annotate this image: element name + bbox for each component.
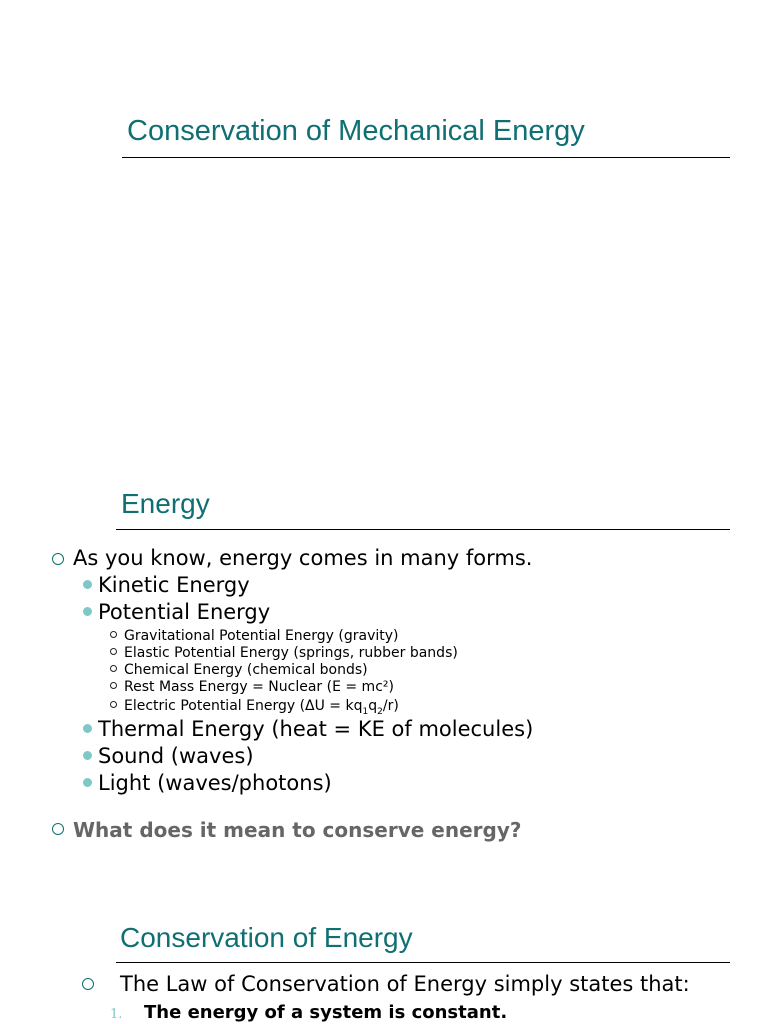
- small-ring-bullet-icon: [110, 665, 117, 672]
- electric-sub-1: 1: [362, 706, 369, 717]
- slide2-title: Energy: [121, 488, 210, 519]
- electric-text-mid: q: [368, 698, 378, 714]
- slide1-title-rule: [122, 157, 730, 158]
- small-ring-bullet-icon: [110, 682, 117, 689]
- electric-text-post: /r): [382, 698, 399, 714]
- slide1-title: Conservation of Mechanical Energy: [127, 115, 585, 147]
- kinetic-energy-item: Kinetic Energy: [98, 573, 250, 597]
- law-intro-text: The Law of Conservation of Energy simply states that:: [120, 972, 690, 996]
- slide3-title-rule: [116, 962, 730, 963]
- ring-bullet-icon: [52, 553, 64, 565]
- potential-subtype-item: Gravitational Potential Energy (gravity): [124, 628, 399, 644]
- ring-bullet-icon: [82, 978, 94, 990]
- dot-bullet-icon: [83, 751, 92, 760]
- dot-bullet-icon: [83, 778, 92, 787]
- dot-bullet-icon: [83, 607, 92, 616]
- slide3-title: Conservation of Energy: [120, 922, 413, 953]
- electric-text-pre: Electric Potential Energy (ΔU = kq: [124, 698, 363, 714]
- intro-text: As you know, energy comes in many forms.: [73, 546, 533, 570]
- potential-subtype-item: Elastic Potential Energy (springs, rubber bands): [124, 645, 458, 661]
- slide2-title-rule: [116, 529, 730, 530]
- small-ring-bullet-icon: [110, 631, 117, 638]
- thermal-energy-item: Thermal Energy (heat = KE of molecules): [98, 717, 534, 741]
- conserve-question: What does it mean to conserve energy?: [73, 818, 522, 842]
- list-number: 1.: [110, 1007, 123, 1022]
- potential-subtype-item: Rest Mass Energy = Nuclear (E = mc²): [124, 679, 394, 695]
- small-ring-bullet-icon: [110, 701, 117, 708]
- small-ring-bullet-icon: [110, 648, 117, 655]
- potential-subtype-item: Chemical Energy (chemical bonds): [124, 662, 368, 678]
- sound-item: Sound (waves): [98, 744, 254, 768]
- dot-bullet-icon: [83, 580, 92, 589]
- electric-potential-item: [124, 698, 399, 717]
- ring-bullet-icon: [52, 823, 64, 835]
- constant-energy-statement: The energy of a system is constant.: [144, 1002, 508, 1023]
- electric-sub-2: 2: [377, 706, 383, 717]
- light-item: Light (waves/photons): [98, 771, 332, 795]
- dot-bullet-icon: [83, 724, 92, 733]
- potential-energy-item: Potential Energy: [98, 600, 271, 624]
